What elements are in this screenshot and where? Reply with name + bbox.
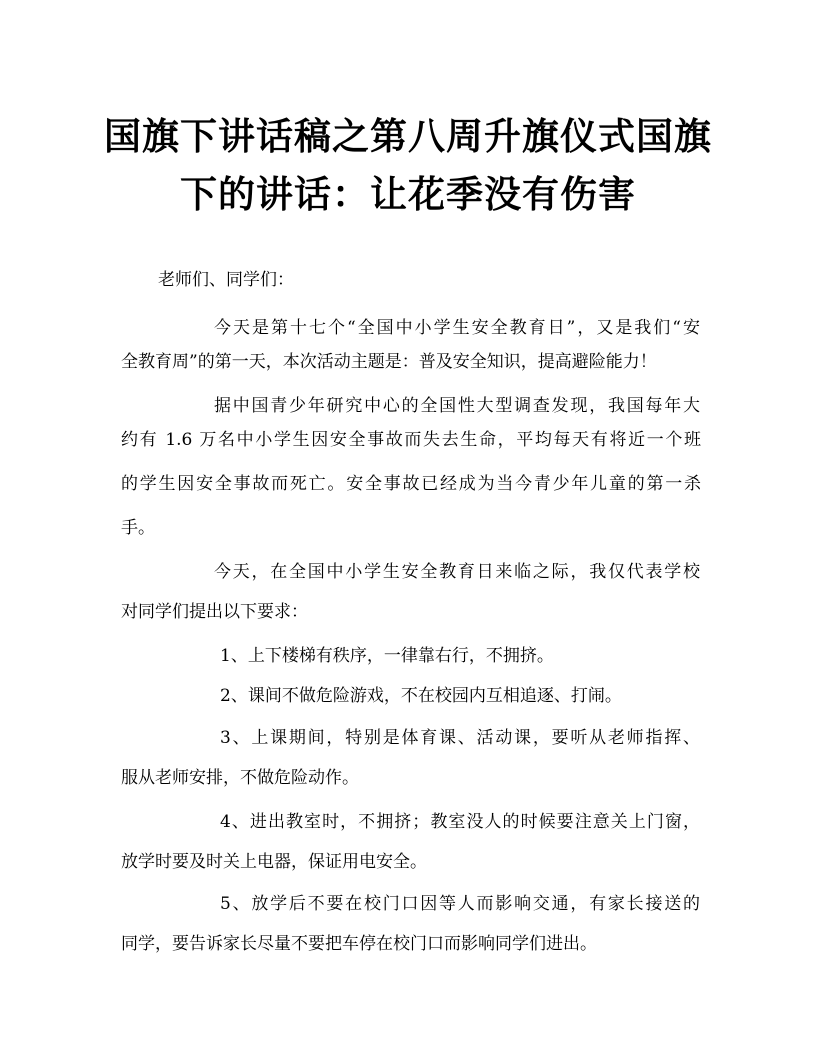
paragraph-line: 全教育周”的第一天，本次活动主题是：普及安全知识，提高避险能力！: [121, 352, 657, 372]
document-title-line-1: 国旗下讲话稿之第八周升旗仪式国旗: [104, 114, 712, 158]
document-title-line-2: 下的讲话：让花季没有伤害: [180, 172, 636, 216]
paragraph-line: 的学生因安全事故而死亡。安全事故已经成为当今青少年儿童的第一杀: [121, 474, 701, 494]
paragraph-line: 5、放学后不要在校门口因等人而影响交通，有家长接送的: [220, 894, 700, 914]
paragraph-line: 2、课间不做危险游戏，不在校园内互相追逐、打闹。: [220, 686, 622, 706]
paragraph-line: 今天是第十七个“全国中小学生安全教育日”，又是我们“安: [214, 318, 700, 338]
paragraph-line: 1、上下楼梯有秩序，一律靠右行，不拥挤。: [220, 646, 554, 666]
paragraph-line: 放学时要及时关上电器，保证用电安全。: [121, 852, 427, 872]
paragraph-line: 服从老师安排，不做危险动作。: [121, 768, 359, 788]
paragraph-line: 手。: [121, 518, 155, 538]
paragraph-line: 据中国青少年研究中心的全国性大型调查发现，我国每年大: [214, 396, 700, 416]
paragraph-line: 约有 1.6 万名中小学生因安全事故而失去生命，平均每天有将近一个班: [121, 430, 701, 450]
paragraph-line: 3、上课期间，特别是体育课、活动课，要听从老师指挥、: [220, 728, 700, 748]
paragraph-line: 对同学们提出以下要求：: [121, 602, 308, 622]
salutation: 老师们、同学们：: [158, 270, 294, 290]
paragraph-line: 4、进出教室时，不拥挤；教室没人的时候要注意关上门窗，: [220, 812, 700, 832]
paragraph-line: 今天，在全国中小学生安全教育日来临之际，我仅代表学校: [214, 562, 700, 582]
paragraph-line: 同学，要告诉家长尽量不要把车停在校门口而影响同学们进出。: [121, 934, 597, 954]
